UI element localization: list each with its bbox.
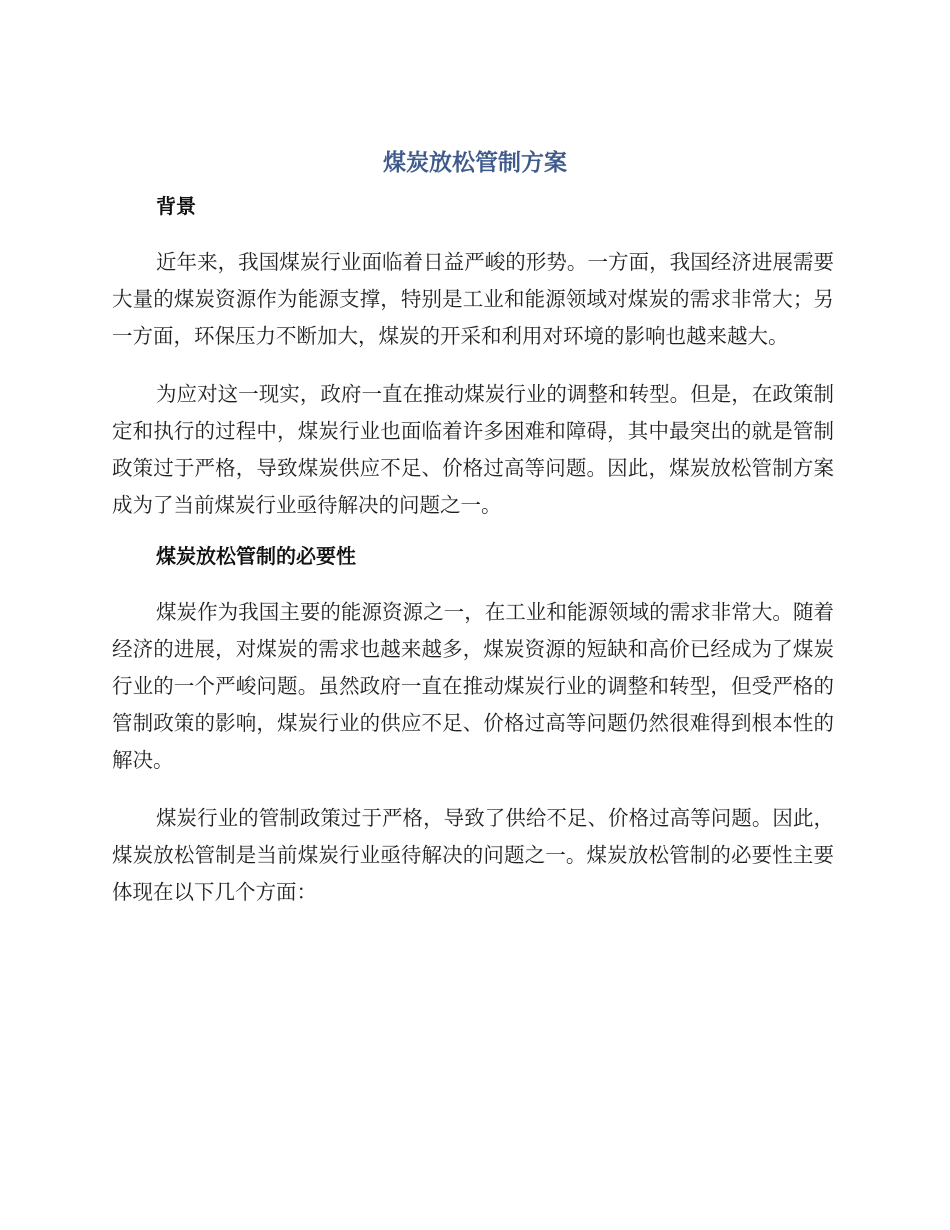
section-heading: 背景 (156, 194, 196, 218)
paragraph: 煤炭作为我国主要的能源资源之一，在工业和能源领域的需求非常大。随着经济的进展，对煤炭的需求也越来越多，煤炭资源的短缺和高价已经成为了煤炭行业的一个严峻问题。虽然政府一直在推动煤炭行业的调整和转型，但受严格的管制政策的影响，煤炭行业的供应不足、价格过高等问题仍然很难得到根本性的解决。 (112, 600, 834, 772)
section-background (112, 190, 834, 524)
section-heading: 煤炭放松管制的必要性 (156, 544, 356, 568)
document-body (112, 190, 834, 911)
document-title: 煤炭放松管制方案 (383, 150, 567, 176)
section-necessity (112, 540, 834, 911)
paragraph: 为应对这一现实，政府一直在推动煤炭行业的调整和转型。但是，在政策制定和执行的过程中，煤炭行业也面临着许多困难和障碍，其中最突出的就是管制政策过于严格，导致煤炭供应不足、价格过高等问题。因此，煤炭放松管制方案成为了当前煤炭行业亟待解决的问题之一。 (112, 382, 834, 517)
paragraph: 煤炭行业的管制政策过于严格，导致了供给不足、价格过高等问题。因此，煤炭放松管制是当前煤炭行业亟待解决的问题之一。煤炭放松管制的必要性主要体现在以下几个方面： (112, 806, 834, 904)
paragraph: 近年来，我国煤炭行业面临着日益严峻的形势。一方面，我国经济进展需要大量的煤炭资源作为能源支撑，特别是工业和能源领域对煤炭的需求非常大；另一方面，环保压力不断加大，煤炭的开采和利用对环境的影响也越来越大。 (112, 250, 834, 348)
